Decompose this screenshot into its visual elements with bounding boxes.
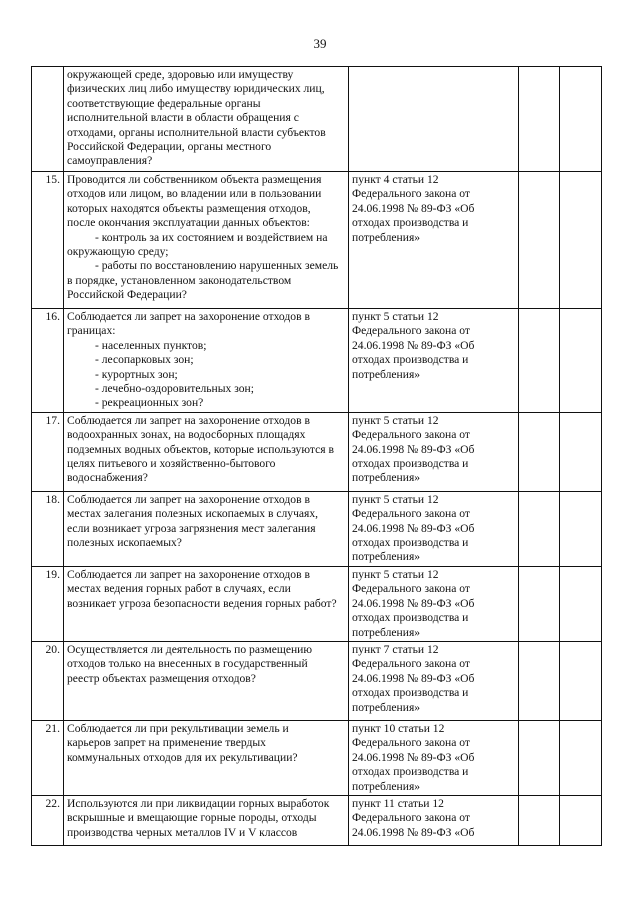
answer-no-cell[interactable] xyxy=(560,67,602,172)
answer-no-cell[interactable] xyxy=(560,309,602,413)
question-line: возникает угроза безопасности ведения горных работ? xyxy=(67,596,337,610)
answer-yes-cell[interactable] xyxy=(519,67,560,172)
legal-reference-line: отходах производства и xyxy=(352,611,469,625)
legal-reference-line: Федерального закона от xyxy=(352,657,471,671)
question-line: - курортных зон; xyxy=(95,367,178,381)
legal-reference-cell xyxy=(349,309,519,413)
question-line: исполнительной власти в области обращения с xyxy=(67,111,299,125)
legal-reference-cell xyxy=(349,720,519,795)
question-cell xyxy=(64,641,349,720)
question-line: Используются ли при ликвидации горных выработок xyxy=(67,796,330,810)
legal-reference-line: 24.06.1998 № 89-ФЗ «Об xyxy=(352,750,475,764)
row-number: 16. xyxy=(32,309,64,413)
legal-reference-line: 24.06.1998 № 89-ФЗ «Об xyxy=(352,596,475,610)
legal-reference-line: Федерального закона от xyxy=(352,582,471,596)
question-line: реестр объектах размещения отходов? xyxy=(67,671,256,685)
question-line: местах ведения горных работ в случаях, если xyxy=(67,582,291,596)
table-row xyxy=(32,720,602,795)
table-row xyxy=(32,795,602,845)
checklist-body xyxy=(32,67,602,846)
question-line: коммунальных отходов для их рекультивации? xyxy=(67,750,298,764)
row-number: 18. xyxy=(32,491,64,566)
answer-no-cell[interactable] xyxy=(560,412,602,491)
question-line: карьеров запрет на применение твердых xyxy=(67,736,266,750)
legal-reference-line: отходах производства и xyxy=(352,686,469,700)
answer-yes-cell[interactable] xyxy=(519,566,560,641)
table-row xyxy=(32,309,602,413)
legal-reference-cell xyxy=(349,412,519,491)
answer-no-cell[interactable] xyxy=(560,566,602,641)
legal-reference-cell xyxy=(349,172,519,309)
question-line: Российской Федерации? xyxy=(67,288,187,302)
legal-reference-line: отходах производства и xyxy=(352,765,469,779)
legal-reference-cell xyxy=(349,795,519,845)
legal-reference-line: потребления» xyxy=(352,367,421,381)
legal-reference-line: пункт 4 статьи 12 xyxy=(352,173,439,186)
page-number: 39 xyxy=(313,36,327,51)
legal-reference-line: потребления» xyxy=(352,625,421,639)
question-line: - контроль за их состоянием и воздействием на xyxy=(95,230,328,244)
table-row xyxy=(32,641,602,720)
table-row xyxy=(32,172,602,309)
legal-reference-line: Федерального закона от xyxy=(352,324,471,338)
legal-reference-line: пункт 10 статьи 12 xyxy=(352,721,445,735)
question-line: водоохранных зонах, на водосборных площадях xyxy=(67,428,306,442)
legal-reference-line: 24.06.1998 № 89-ФЗ «Об xyxy=(352,201,475,215)
question-line: отходами, органы исполнительной власти субъектов xyxy=(67,125,326,139)
question-cell xyxy=(64,67,349,172)
question-cell xyxy=(64,172,349,309)
legal-reference-line: пункт 5 статьи 12 xyxy=(352,567,439,581)
question-line: окружающей среде, здоровью или имуществу xyxy=(67,68,294,81)
question-line: Соблюдается ли запрет на захоронение отходов в xyxy=(67,567,310,581)
table-row xyxy=(32,412,602,491)
legal-reference-line: пункт 11 статьи 12 xyxy=(352,796,444,810)
legal-reference-line: потребления» xyxy=(352,471,421,485)
legal-reference-line: отходах производства и xyxy=(352,457,469,471)
legal-reference-line: пункт 5 статьи 12 xyxy=(352,492,439,506)
question-line: отходов только на внесенных в государственный xyxy=(67,657,308,671)
legal-reference-line: 24.06.1998 № 89-ФЗ «Об xyxy=(352,825,475,839)
question-line: отходов или лицом, во владении или в пользовании xyxy=(67,187,322,201)
legal-reference-line: Федерального закона от xyxy=(352,736,471,750)
question-line: Соблюдается ли запрет на захоронение отходов в xyxy=(67,413,310,427)
answer-no-cell[interactable] xyxy=(560,795,602,845)
legal-reference-line: потребления» xyxy=(352,700,421,714)
legal-reference-line: отходах производства и xyxy=(352,536,469,550)
row-number: 21. xyxy=(32,720,64,795)
question-line: Проводится ли собственником объекта размещения xyxy=(67,173,322,186)
question-line: Российской Федерации, органы местного xyxy=(67,140,272,154)
row-number xyxy=(32,67,64,172)
question-line: - работы по восстановлению нарушенных земель xyxy=(95,259,339,273)
answer-yes-cell[interactable] xyxy=(519,309,560,413)
question-line: окружающую среду; xyxy=(67,245,169,259)
checklist-table xyxy=(31,66,602,846)
table-row xyxy=(32,566,602,641)
answer-yes-cell[interactable] xyxy=(519,172,560,309)
question-line: полезных ископаемых? xyxy=(67,536,182,550)
question-line: если возникает угроза загрязнения мест залегания xyxy=(67,521,316,535)
legal-reference-line: отходах производства и xyxy=(352,353,469,367)
answer-yes-cell[interactable] xyxy=(519,641,560,720)
legal-reference-line: потребления» xyxy=(352,550,421,564)
question-line: Соблюдается ли при рекультивации земель и xyxy=(67,721,289,735)
legal-reference-line: 24.06.1998 № 89-ФЗ «Об xyxy=(352,671,475,685)
answer-no-cell[interactable] xyxy=(560,641,602,720)
row-number: 20. xyxy=(32,641,64,720)
legal-reference-line: Федерального закона от xyxy=(352,187,471,201)
question-line: местах залегания полезных ископаемых в случаях, xyxy=(67,507,319,521)
question-line: в порядке, установленном законодательством xyxy=(67,273,292,287)
question-line: целях питьевого и хозяйственно-бытового xyxy=(67,457,276,471)
table-row xyxy=(32,67,602,172)
legal-reference-line: пункт 5 статьи 12 xyxy=(352,310,439,323)
question-line: после окончания эксплуатации данных объектов: xyxy=(67,216,310,230)
question-line: - лесопарковых зон; xyxy=(95,353,194,367)
answer-yes-cell[interactable] xyxy=(519,795,560,845)
legal-reference-line: 24.06.1998 № 89-ФЗ «Об xyxy=(352,521,475,535)
question-cell xyxy=(64,412,349,491)
legal-reference-line: 24.06.1998 № 89-ФЗ «Об xyxy=(352,338,475,352)
legal-reference-line: 24.06.1998 № 89-ФЗ «Об xyxy=(352,442,475,456)
row-number: 22. xyxy=(32,795,64,845)
question-line: которых находятся объекты размещения отходов, xyxy=(67,201,311,215)
table-row xyxy=(32,491,602,566)
legal-reference-cell xyxy=(349,491,519,566)
question-line: подземных водных объектов, которые используются в xyxy=(67,442,334,456)
legal-reference-cell xyxy=(349,67,519,172)
row-number: 17. xyxy=(32,412,64,491)
question-line: - населенных пунктов; xyxy=(95,338,207,352)
row-number: 19. xyxy=(32,566,64,641)
question-line: Соблюдается ли запрет на захоронение отходов в xyxy=(67,492,310,506)
question-line: производства черных металлов IV и V классов xyxy=(67,825,298,839)
legal-reference-line: пункт 7 статьи 12 xyxy=(352,642,439,656)
question-line: вскрышные и вмещающие горные породы, отходы xyxy=(67,811,317,825)
legal-reference-line: Федерального закона от xyxy=(352,507,471,521)
answer-no-cell[interactable] xyxy=(560,720,602,795)
legal-reference-cell xyxy=(349,566,519,641)
answer-yes-cell[interactable] xyxy=(519,491,560,566)
answer-no-cell[interactable] xyxy=(560,172,602,309)
question-line: Осуществляется ли деятельность по размещению xyxy=(67,642,313,656)
legal-reference-line: Федерального закона от xyxy=(352,428,471,442)
question-line: Соблюдается ли запрет на захоронение отходов в xyxy=(67,310,310,323)
question-cell xyxy=(64,491,349,566)
legal-reference-cell xyxy=(349,641,519,720)
answer-yes-cell[interactable] xyxy=(519,720,560,795)
question-line: границах: xyxy=(67,324,116,338)
legal-reference-line: потребления» xyxy=(352,230,421,244)
question-line: водоснабжения? xyxy=(67,471,148,485)
question-cell xyxy=(64,566,349,641)
question-line: самоуправления? xyxy=(67,154,153,168)
question-line: - рекреационных зон? xyxy=(95,396,204,410)
question-line: соответствующие федеральные органы xyxy=(67,96,261,110)
legal-reference-line: пункт 5 статьи 12 xyxy=(352,413,439,427)
legal-reference-line: отходах производства и xyxy=(352,216,469,230)
question-cell xyxy=(64,720,349,795)
legal-reference-line: Федерального закона от xyxy=(352,811,471,825)
question-line: физических лиц либо имуществу юридических лиц, xyxy=(67,82,325,96)
question-line: - лечебно-оздоровительных зон; xyxy=(95,382,254,396)
question-cell xyxy=(64,795,349,845)
question-cell xyxy=(64,309,349,413)
legal-reference-line: потребления» xyxy=(352,779,421,793)
row-number: 15. xyxy=(32,172,64,309)
answer-yes-cell[interactable] xyxy=(519,412,560,491)
answer-no-cell[interactable] xyxy=(560,491,602,566)
